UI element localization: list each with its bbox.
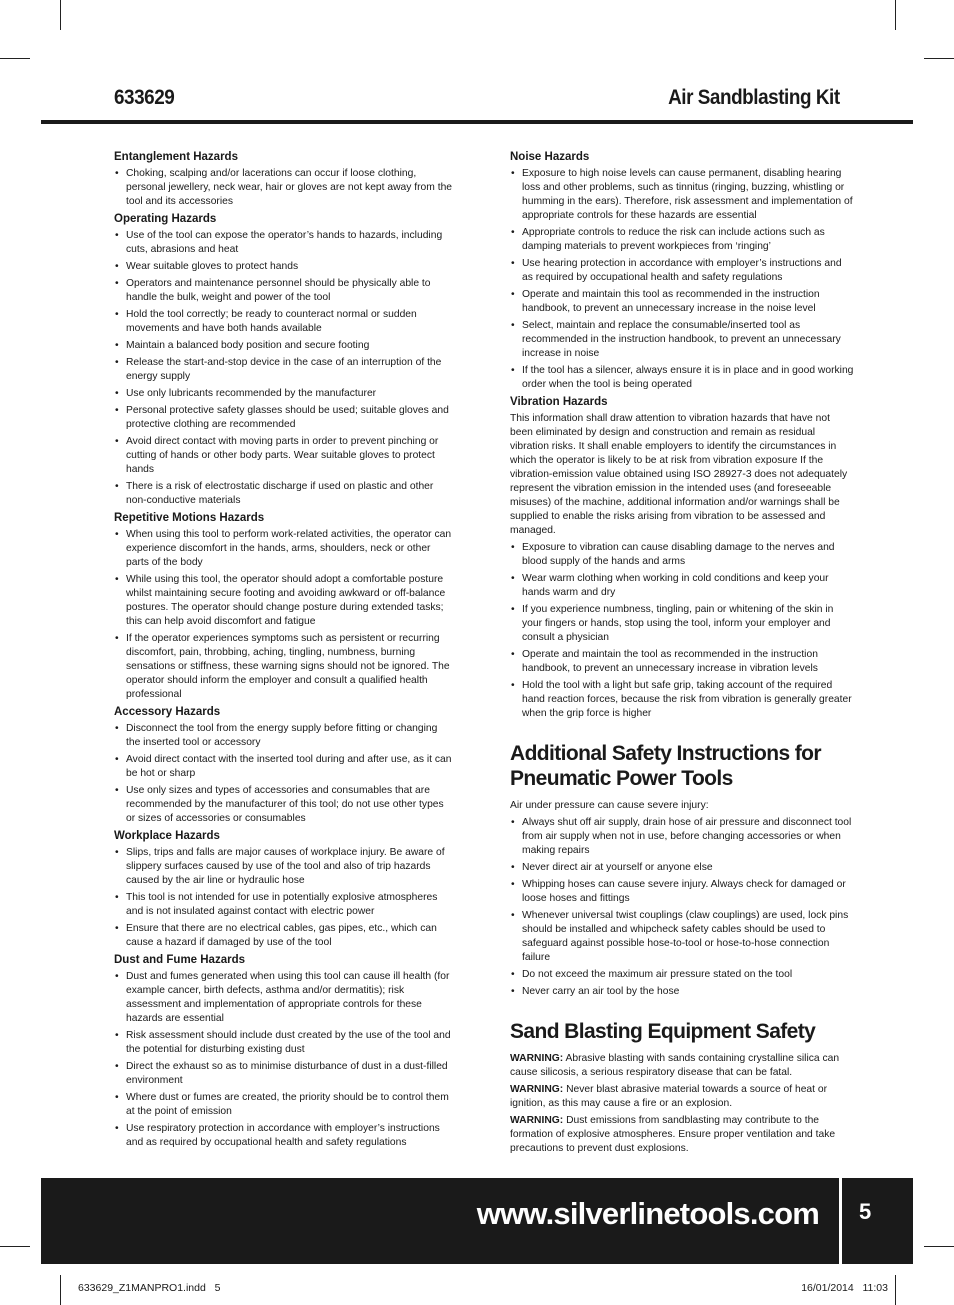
product-code: 633629 xyxy=(114,86,175,109)
bullet-item: • Hold the tool correctly; be ready to counteract normal or sudden movements and have both hands available xyxy=(114,308,454,336)
bullet-item: • Do not exceed the maximum air pressure stated on the tool xyxy=(510,968,855,982)
noise-heading: Noise Hazards xyxy=(510,151,590,163)
crop-mark xyxy=(60,1275,61,1305)
section-heading: Repetitive Motions Hazards xyxy=(114,512,265,524)
warning-paragraph xyxy=(510,1114,855,1156)
bullet-item: • Operate and maintain the tool as recommended in the instruction handbook, to prevent an unnecessary increase in vibration levels xyxy=(510,648,855,676)
bullet-item: • Never carry an air tool by the hose xyxy=(510,985,855,999)
section-heading: Workplace Hazards xyxy=(114,830,220,842)
bullet-item: • Direct the exhaust so as to minimise disturbance of dust in a dust-filled environment xyxy=(114,1060,454,1088)
pneumatic-list xyxy=(510,816,855,999)
crop-mark xyxy=(0,1246,30,1247)
bullet-list xyxy=(114,846,454,950)
bullet-item: • Maintain a balanced body position and secure footing xyxy=(114,339,454,353)
bullet-list xyxy=(114,722,454,826)
sandblast-heading: Sand Blasting Equipment Safety xyxy=(510,1020,816,1043)
bullet-item: • Avoid direct contact with moving parts in order to prevent pinching or cutting of hands or other body parts. Wear suitable gloves to protect hands xyxy=(114,435,454,477)
right-column xyxy=(510,150,855,1159)
bullet-item: • Never direct air at yourself or anyone else xyxy=(510,861,855,875)
crop-mark xyxy=(924,58,954,59)
bullet-item: • Appropriate controls to reduce the risk can include actions such as damping materials to prevent workpieces from ‘ringing’ xyxy=(510,226,855,254)
bullet-list xyxy=(114,970,454,1150)
warning-text: Never blast abrasive material towards a source of heat or ignition, as this may cause a fire or an explosion. xyxy=(510,1084,828,1109)
bullet-item: • Slips, trips and falls are major causes of workplace injury. Be aware of slippery surfaces caused by use of the tool and also of trip hazards caused by the air line or hydraulic hose xyxy=(114,846,454,888)
vibration-heading: Vibration Hazards xyxy=(510,396,608,408)
warning-label: WARNING: xyxy=(510,1053,564,1064)
section-heading: Operating Hazards xyxy=(114,213,217,225)
bullet-item: • Where dust or fumes are created, the priority should be to control them at the point of emission xyxy=(114,1091,454,1119)
section-heading: Entanglement Hazards xyxy=(114,151,238,163)
pneumatic-intro: Air under pressure can cause severe injury: xyxy=(510,800,709,811)
pneumatic-heading: Additional Safety Instructions for Pneumatic Power Tools xyxy=(510,742,821,790)
bullet-item: • Avoid direct contact with the inserted tool during and after use, as it can be hot or sharp xyxy=(114,753,454,781)
crop-mark xyxy=(895,0,896,30)
slug-filename: 633629_Z1MANPRO1.indd 5 xyxy=(78,1282,221,1294)
warning-label: WARNING: xyxy=(510,1084,564,1095)
bullet-item: • While using this tool, the operator should adopt a comfortable posture whilst maintaining secure footing and avoiding awkward or off-balance postures. The operator should change posture during extended tasks; this can help avoid discomfort and fatigue xyxy=(114,573,454,629)
bullet-item: • Use only lubricants recommended by the manufacturer xyxy=(114,387,454,401)
bullet-item: • Disconnect the tool from the energy supply before fitting or changing the inserted tool or accessory xyxy=(114,722,454,750)
bullet-item: • Whenever universal twist couplings (claw couplings) are used, lock pins should be installed and whipcheck safety cables should be used to safeguard against possible hose-to-tool or hose-to-hose connection failure xyxy=(510,909,855,965)
bullet-item: • Ensure that there are no electrical cables, gas pipes, etc., which can cause a hazard if damaged by use of the tool xyxy=(114,922,454,950)
warning-text: Dust emissions from sandblasting may contribute to the formation of explosive atmospheres. Ensure proper ventilation and take precautions to prevent dust explosions. xyxy=(510,1115,836,1154)
bullet-item: • Always shut off air supply, drain hose of air pressure and disconnect tool from air supply when not in use, before changing accessories or when making repairs xyxy=(510,816,855,858)
crop-mark xyxy=(924,1246,954,1247)
bullet-item: • This tool is not intended for use in potentially explosive atmospheres and is not insulated against contact with electric power xyxy=(114,891,454,919)
page-number: 5 xyxy=(859,1199,872,1224)
bullet-list xyxy=(114,229,454,508)
header-rule xyxy=(41,120,913,124)
footer-divider xyxy=(839,1178,842,1264)
bullet-item: • Wear warm clothing when working in cold conditions and keep your hands warm and dry xyxy=(510,572,855,600)
bullet-item: • Exposure to high noise levels can cause permanent, disabling hearing loss and other problems, such as tinnitus (ringing, buzzing, whistling or humming in the ears). Therefore, risk assessment and implementation of appropriate controls for these hazards are essential xyxy=(510,167,855,223)
website-link[interactable]: www.silverlinetools.com xyxy=(476,1196,819,1231)
section-heading: Dust and Fume Hazards xyxy=(114,954,245,966)
warning-list xyxy=(510,1052,855,1156)
left-column xyxy=(114,150,454,1153)
bullet-item: • When using this tool to perform work-related activities, the operator can experience discomfort in the hands, arms, shoulders, neck or other parts of the body xyxy=(114,528,454,570)
bullet-list xyxy=(114,167,454,209)
bullet-item: • Personal protective safety glasses should be used; suitable gloves and protective clothing are recommended xyxy=(114,404,454,432)
warning-paragraph xyxy=(510,1083,855,1111)
page-title: Air Sandblasting Kit xyxy=(668,86,840,109)
bullet-item: • Operators and maintenance personnel should be physically able to handle the bulk, weight and power of the tool xyxy=(114,277,454,305)
crop-mark xyxy=(0,58,30,59)
crop-mark xyxy=(895,1275,896,1305)
bullet-item: • Use of the tool can expose the operator’s hands to hazards, including cuts, abrasions and heat xyxy=(114,229,454,257)
bullet-item: • Select, maintain and replace the consumable/inserted tool as recommended in the instruction handbook, to prevent an unnecessary increase in noise xyxy=(510,319,855,361)
noise-list xyxy=(510,167,855,392)
bullet-item: • Risk assessment should include dust created by the use of the tool and the potential for disturbing existing dust xyxy=(114,1029,454,1057)
vibration-list xyxy=(510,541,855,721)
bullet-item: • If the operator experiences symptoms such as persistent or recurring discomfort, pain, throbbing, aching, tingling, numbness, burning sensations or stiffness, these warning signs should not be ignored. The operator should inform the employer and consult a qualified health professional xyxy=(114,632,454,702)
bullet-item: • Operate and maintain this tool as recommended in the instruction handbook, to prevent an unnecessary increase in the noise level xyxy=(510,288,855,316)
warning-text: Abrasive blasting with sands containing crystalline silica can cause silicosis, a serious respiratory disease that can be fatal. xyxy=(510,1053,840,1078)
bullet-item: • Use only sizes and types of accessories and consumables that are recommended by the manufacturer of this tool; do not use other types or sizes of accessories or consumables xyxy=(114,784,454,826)
bullet-item: • Hold the tool with a light but safe grip, taking account of the required hand reaction forces, because the risk from vibration is generally greater when the grip force is higher xyxy=(510,679,855,721)
section-heading: Accessory Hazards xyxy=(114,706,221,718)
slug-date: 16/01/2014 11:03 xyxy=(801,1282,888,1294)
bullet-item: • Dust and fumes generated when using this tool can cause ill health (for example cancer, birth defects, asthma and/or dermatitis); risk assessment and implementation of appropriate controls for these hazards are essential xyxy=(114,970,454,1026)
bullet-item: • Exposure to vibration can cause disabling damage to the nerves and blood supply of the hands and arms xyxy=(510,541,855,569)
bullet-item: • There is a risk of electrostatic discharge if used on plastic and other non-conductive materials xyxy=(114,480,454,508)
bullet-item: • Use hearing protection in accordance with employer’s instructions and as required by occupational health and safety regulations xyxy=(510,257,855,285)
bullet-item: • Release the start-and-stop device in the case of an interruption of the energy supply xyxy=(114,356,454,384)
bullet-item: • Choking, scalping and/or lacerations can occur if loose clothing, personal jewellery, neck wear, hair or gloves are not kept away from the tool and its accessories xyxy=(114,167,454,209)
vibration-intro: This information shall draw attention to vibration hazards that have not been eliminated by design and construction and remain as residual vibration risks. It shall enable employers to identify the circumstances in which the operator is likely to be at risk from vibration exposure If the vibration-emission value obtained using ISO 28927-3 does not adequately represent the vibration emission in the intended uses (and foreseeable misuses) of the machine, additional information and/or warnings shall be supplied to enable the risks arising from vibration to be assessed and managed. xyxy=(510,413,848,536)
warning-paragraph xyxy=(510,1052,855,1080)
bullet-item: • If the tool has a silencer, always ensure it is in place and in good working order when the tool is being operated xyxy=(510,364,855,392)
bullet-item: • If you experience numbness, tingling, pain or whitening of the skin in your fingers or hands, stop using the tool, inform your employer and consult a physician xyxy=(510,603,855,645)
crop-mark xyxy=(60,0,61,30)
bullet-item: • Use respiratory protection in accordance with employer’s instructions and as required by occupational health and safety regulations xyxy=(114,1122,454,1150)
bullet-item: • Wear suitable gloves to protect hands xyxy=(114,260,454,274)
bullet-list xyxy=(114,528,454,702)
bullet-item: • Whipping hoses can cause severe injury. Always check for damaged or loose hoses and fittings xyxy=(510,878,855,906)
warning-label: WARNING: xyxy=(510,1115,564,1126)
